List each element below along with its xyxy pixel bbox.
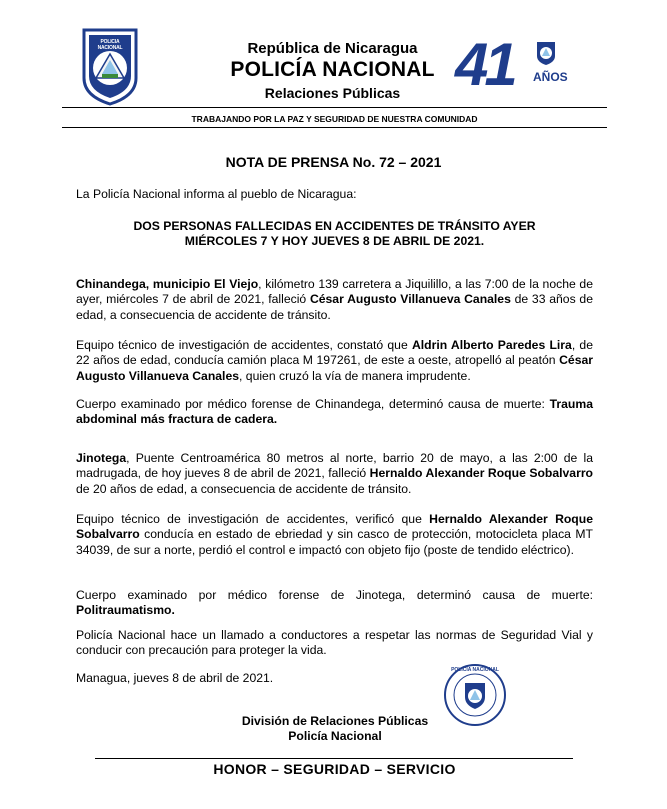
p4-bold-2: Hernaldo Alexander Roque Sobalvarro (369, 466, 594, 481)
signature-block (160, 714, 510, 745)
p5-text-2: conducía en estado de ebriedad y sin casco de protección, motocicleta placa MT 34039, de sur a norte, perdió el control e impactó con objeto fijo (poste de tendido eléctrico). (76, 527, 593, 557)
department-name: Relaciones Públicas (264, 85, 401, 101)
paragraph-3 (76, 397, 593, 428)
paragraph-1 (76, 277, 593, 323)
p2-bold-1: Aldrin Alberto Paredes Lira (411, 338, 572, 352)
police-badge-logo (80, 26, 140, 106)
anniversary-logo (455, 31, 575, 98)
intro-text: La Policía Nacional informa al pueblo de Nicaragua: (76, 187, 357, 201)
header-rule-top (62, 107, 607, 108)
signature-line-1: División de Relaciones Públicas (241, 714, 429, 728)
p1-text-1: , kilómetro 139 carretera a Jiquilillo, a las 7:00 de la noche de ayer, miércoles 7 de abril de 2021, falleció (76, 277, 593, 307)
signature-line-2: Policía Nacional (288, 729, 382, 744)
paragraph-6 (76, 588, 593, 619)
paragraph-4 (76, 451, 593, 497)
anniversary-word: AÑOS (533, 70, 568, 84)
letterhead (160, 40, 505, 102)
press-release-title: NOTA DE PRENSA No. 72 – 2021 (225, 154, 442, 170)
headline (76, 219, 593, 250)
headline-line-1: DOS PERSONAS FALLECIDAS EN ACCIDENTES DE TRÁNSITO AYER (133, 219, 536, 233)
p4-bold-1: Jinotega (76, 451, 127, 465)
p5-bold-1: Hernaldo Alexander Roque Sobalvarro (76, 512, 593, 542)
p1-bold-2: César Augusto Villanueva Canales (309, 292, 511, 307)
footer-motto: HONOR – SEGURIDAD – SERVICIO (213, 761, 456, 777)
p3-text-1: Cuerpo examinado por médico forense de Chinandega, determinó causa de muerte: (76, 397, 550, 411)
p2-text-1: Equipo técnico de investigación de accidentes, constató que (76, 338, 412, 352)
header-rule-bottom (62, 127, 607, 128)
seal-text: POLICIA NACIONAL (451, 667, 499, 673)
p2-text-3: , quien cruzó la vía de manera imprudente. (239, 368, 471, 383)
place-date: Managua, jueves 8 de abril de 2021. (76, 671, 274, 685)
p2-text-2: , de 22 años de edad, conducía camión placa M 197261, de este a oeste, atropelló al peatón (76, 338, 593, 368)
p4-text-2: de 20 años de edad, a consecuencia de accidente de tránsito. (76, 481, 412, 496)
p6-text-1: Cuerpo examinado por médico forense de Jinotega, determinó causa de muerte: (76, 588, 593, 602)
paragraph-7: Policía Nacional hace un llamado a conductores a respetar las normas de Seguridad Vial y conducir con precaución para proteger la vida. (76, 628, 593, 658)
mini-badge-icon (535, 40, 557, 66)
p2-bold-2: César Augusto Villanueva Canales (76, 353, 593, 383)
p1-text-2: de 33 años de edad, a consecuencia de accidente de tránsito. (76, 292, 593, 322)
paragraph-2 (76, 338, 593, 384)
motto: TRABAJANDO POR LA PAZ Y SEGURIDAD DE NUESTRA COMUNIDAD (191, 114, 478, 124)
anniversary-number: 41 (455, 31, 514, 98)
p1-bold-1: Chinandega, municipio El Viejo (76, 277, 259, 291)
p6-bold-1: Politraumatismo. (76, 603, 175, 618)
badge-text: POLICIA NACIONAL (97, 39, 123, 51)
p3-bold-1: Trauma abdominal más fractura de cadera. (76, 397, 593, 427)
paragraph-5 (76, 512, 593, 558)
footer-rule (95, 758, 573, 759)
country-name: República de Nicaragua (247, 40, 418, 57)
institution-name: POLICÍA NACIONAL (230, 58, 435, 81)
headline-line-2: MIÉRCOLES 7 Y HOY JUEVES 8 DE ABRIL DE 2021. (184, 234, 485, 249)
p4-text-1: , Puente Centroamérica 80 metros al norte, barrio 20 de mayo, a las 2:00 de la madrugada, de hoy jueves 8 de abril de 2021, falleció (76, 451, 593, 481)
p5-text-1: Equipo técnico de investigación de accidentes, verificó que (76, 512, 430, 526)
